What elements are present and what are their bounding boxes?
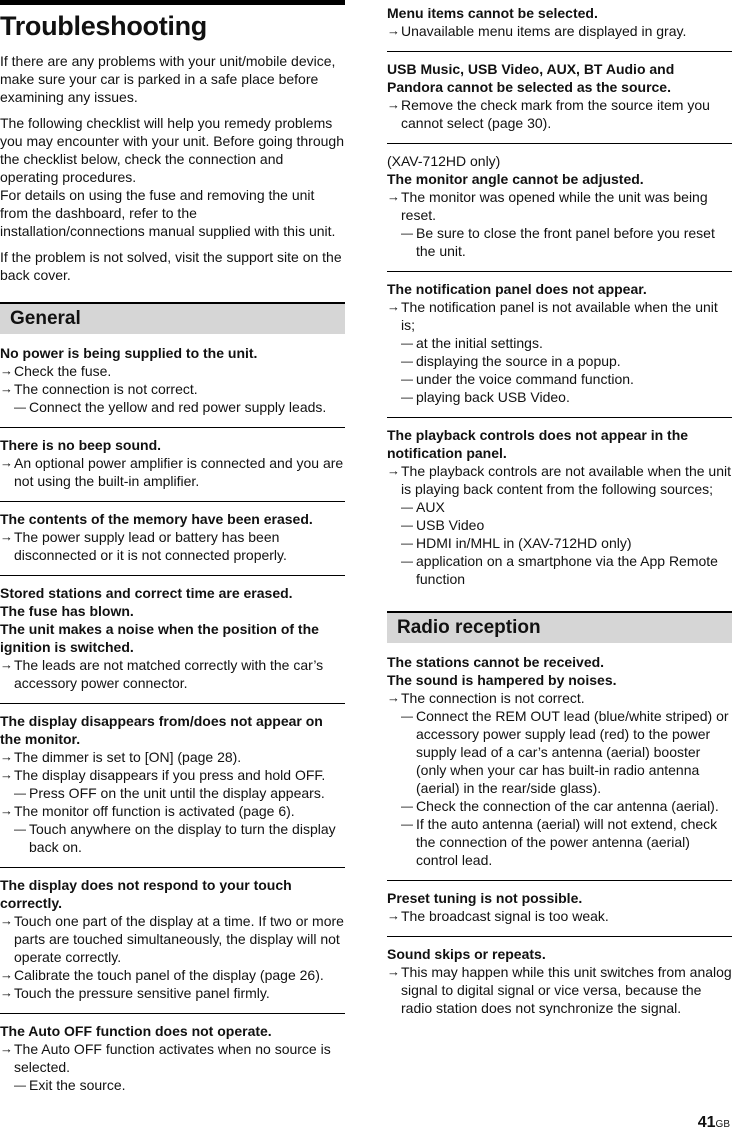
remedy-line: — Exit the source. <box>0 1076 345 1094</box>
problem-heading: The Auto OFF function does not operate. <box>0 1023 272 1039</box>
cause-line: → Unavailable menu items are displayed in gray. <box>387 22 732 40</box>
problem-heading: Sound skips or repeats. <box>387 946 546 962</box>
remedy-line: — Connect the REM OUT lead (blue/white striped) or accessory power supply lead (red) to the power supply lead of a car’s antenna (aerial) booster (only when your car has built-in radio antenna (aerial) in the rear/side glass). <box>387 707 732 797</box>
right-column <box>387 0 732 1032</box>
cause-line: → The connection is not correct. <box>0 380 345 398</box>
cause-line: → The playback controls are not available when the unit is playing back content from the following sources; <box>387 462 732 498</box>
problem-heading: Stored stations and correct time are erased. The fuse has blown. The unit makes a noise when the position of the ignition is switched. <box>0 585 319 655</box>
remedy-line: — displaying the source in a popup. <box>387 352 732 370</box>
model-note: (XAV-712HD only) <box>387 153 501 169</box>
problem-heading: Menu items cannot be selected. <box>387 5 598 21</box>
problem-heading: The stations cannot be received. The sound is hampered by noises. <box>387 654 617 688</box>
problem-heading: The contents of the memory have been erased. <box>0 511 313 527</box>
remedy-line: — Check the connection of the car antenna (aerial). <box>387 797 732 815</box>
cause-line: → The monitor off function is activated (page 6). <box>0 802 345 820</box>
problem-heading: Preset tuning is not possible. <box>387 890 583 906</box>
problem-heading: The display disappears from/does not appear on the monitor. <box>0 713 323 747</box>
intro-paragraph: The following checklist will help you remedy problems you may encounter with your unit. Before going through the checklist below, check the connection and operating procedures. For details on using the fuse and removing the unit from the dashboard, refer to the installation/connections manual supplied with this unit. <box>0 115 344 239</box>
remedy-line: — under the voice command function. <box>387 370 732 388</box>
troubleshooting-item <box>387 941 732 1028</box>
cause-line: → The broadcast signal is too weak. <box>387 907 732 925</box>
cause-line: → The leads are not matched correctly with the car’s accessory power connector. <box>0 656 345 692</box>
remedy-line: — USB Video <box>387 516 732 534</box>
remedy-line: — Connect the yellow and red power supply leads. <box>0 398 345 416</box>
cause-line: → This may happen while this unit switches from analog signal to digital signal or vice versa, because the radio station does not synchronize the signal. <box>387 963 732 1017</box>
cause-line: → Calibrate the touch panel of the display (page 26). <box>0 966 345 984</box>
troubleshooting-item <box>387 0 732 52</box>
problem-heading: The playback controls does not appear in the notification panel. <box>387 427 689 461</box>
troubleshooting-item <box>387 885 732 937</box>
cause-line: → An optional power amplifier is connected and you are not using the built-in amplifier. <box>0 454 345 490</box>
general-items-continued <box>387 0 732 599</box>
remedy-line: — Touch anywhere on the display to turn the display back on. <box>0 820 345 856</box>
cause-line: → The notification panel is not available when the unit is; <box>387 298 732 334</box>
remedy-line: — at the initial settings. <box>387 334 732 352</box>
radio-items <box>387 649 732 1028</box>
troubleshooting-item <box>387 422 732 599</box>
problem-heading: USB Music, USB Video, AUX, BT Audio and Pandora cannot be selected as the source. <box>387 61 675 95</box>
problem-heading: The monitor angle cannot be adjusted. <box>387 171 644 187</box>
troubleshooting-item <box>387 148 732 272</box>
remedy-line: — application on a smartphone via the App Remote function <box>387 552 732 588</box>
troubleshooting-item <box>0 708 345 868</box>
cause-line: → The monitor was opened while the unit was being reset. <box>387 188 732 224</box>
troubleshooting-item <box>0 1018 345 1105</box>
troubleshooting-item <box>387 56 732 144</box>
cause-line: → The power supply lead or battery has been disconnected or it is not connected properly. <box>0 528 345 564</box>
problem-heading: There is no beep sound. <box>0 437 162 453</box>
remedy-line: — AUX <box>387 498 732 516</box>
intro-paragraph: If there are any problems with your unit/mobile device, make sure your car is parked in a safe place before examining any issues. <box>0 53 336 105</box>
problem-heading: The display does not respond to your touch correctly. <box>0 877 292 911</box>
cause-line: → Check the fuse. <box>0 362 345 380</box>
page-title: Troubleshooting <box>0 11 207 41</box>
cause-line: → The display disappears if you press and hold OFF. <box>0 766 345 784</box>
problem-heading: No power is being supplied to the unit. <box>0 345 258 361</box>
problem-heading: The notification panel does not appear. <box>387 281 647 297</box>
section-heading-radio: Radio reception <box>387 611 732 643</box>
general-items <box>0 340 345 1105</box>
troubleshooting-item <box>0 872 345 1014</box>
remedy-line: — Press OFF on the unit until the display appears. <box>0 784 345 802</box>
intro-paragraph: If the problem is not solved, visit the support site on the back cover. <box>0 249 342 283</box>
remedy-line: — playing back USB Video. <box>387 388 732 406</box>
section-heading-general: General <box>0 302 345 334</box>
cause-line: → Touch the pressure sensitive panel firmly. <box>0 984 345 1002</box>
page-number: 41GB <box>697 1114 730 1131</box>
troubleshooting-item <box>0 506 345 576</box>
remedy-line: — Be sure to close the front panel before you reset the unit. <box>387 224 732 260</box>
troubleshooting-item <box>387 276 732 418</box>
remedy-line: — HDMI in/MHL in (XAV-712HD only) <box>387 534 732 552</box>
cause-line: → The Auto OFF function activates when no source is selected. <box>0 1040 345 1076</box>
troubleshooting-item <box>0 340 345 428</box>
troubleshooting-item <box>0 580 345 704</box>
cause-line: → The dimmer is set to [ON] (page 28). <box>0 748 345 766</box>
cause-line: → Remove the check mark from the source item you cannot select (page 30). <box>387 96 732 132</box>
cause-line: → The connection is not correct. <box>387 689 732 707</box>
left-column <box>0 0 345 1109</box>
cause-line: → Touch one part of the display at a time. If two or more parts are touched simultaneously, the display will not operate correctly. <box>0 912 345 966</box>
troubleshooting-item <box>0 432 345 502</box>
troubleshooting-item <box>387 649 732 881</box>
remedy-line: — If the auto antenna (aerial) will not extend, check the connection of the power antenna (aerial) control lead. <box>387 815 732 869</box>
title-rule <box>0 0 345 5</box>
